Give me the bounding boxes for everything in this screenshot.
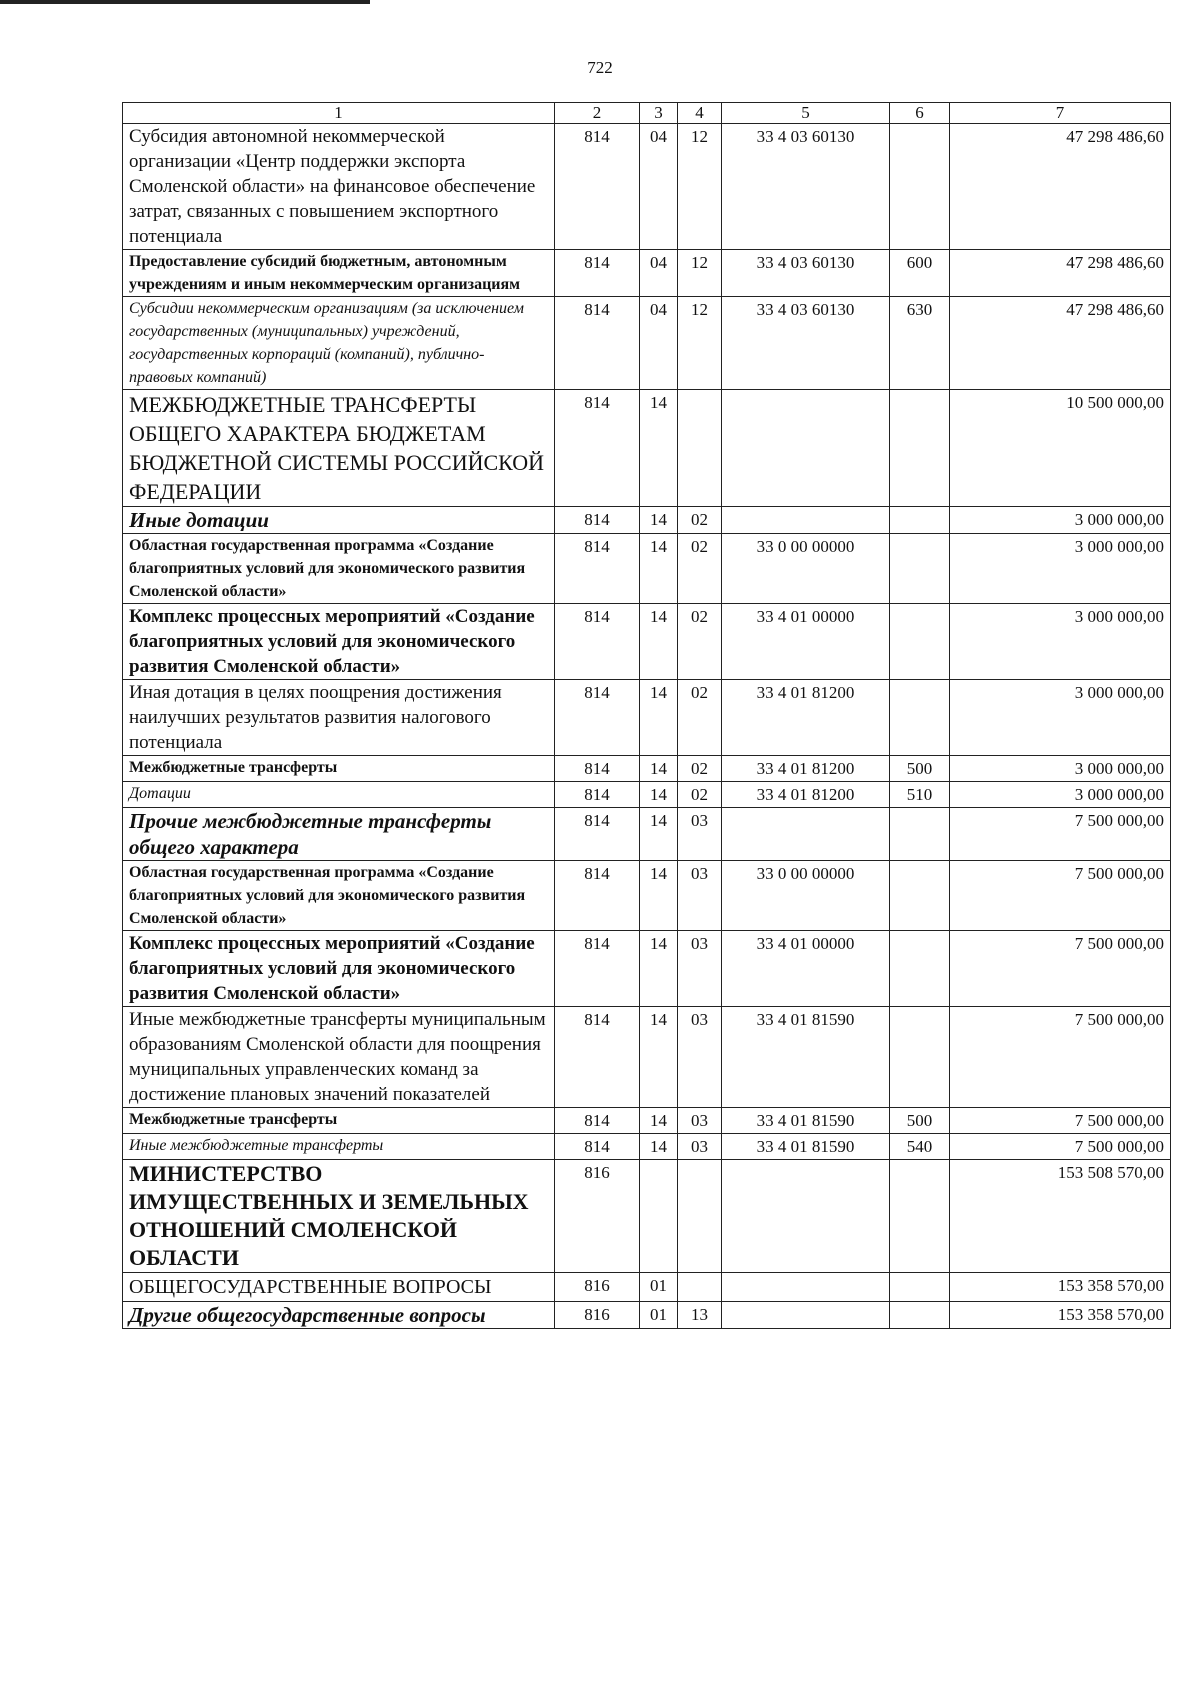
name-cell: Другие общегосударственные вопросы: [123, 1302, 555, 1329]
expense-type-cell: [890, 507, 950, 534]
target-article-cell: 33 4 01 00000: [722, 604, 890, 680]
target-article-cell: [722, 390, 890, 507]
expense-type-cell: 510: [890, 782, 950, 808]
section-code-cell: 14: [640, 604, 678, 680]
table-row: [123, 250, 1171, 297]
target-article-cell: [722, 1273, 890, 1302]
section-code-cell: 14: [640, 756, 678, 782]
subsection-code-cell: 03: [678, 931, 722, 1007]
admin-code-cell: 814: [555, 124, 640, 250]
amount-cell: 3 000 000,00: [950, 604, 1171, 680]
admin-code-cell: 814: [555, 1007, 640, 1108]
expense-type-cell: [890, 931, 950, 1007]
target-article-cell: 33 4 01 81590: [722, 1007, 890, 1108]
section-code-cell: 04: [640, 250, 678, 297]
table-row: [123, 808, 1171, 861]
name-cell: Иные межбюджетные трансферты муниципальным образованиям Смоленской области для поощрения муниципальных управленческих команд за достижение плановых значений показателей: [123, 1007, 555, 1108]
table-row: [123, 680, 1171, 756]
name-cell: Дотации: [123, 782, 555, 808]
amount-cell: 3 000 000,00: [950, 782, 1171, 808]
target-article-cell: 33 4 01 81590: [722, 1134, 890, 1160]
admin-code-cell: 814: [555, 1108, 640, 1134]
header-cell: 5: [722, 103, 890, 124]
admin-code-cell: 814: [555, 756, 640, 782]
subsection-code-cell: 02: [678, 782, 722, 808]
section-code-cell: 04: [640, 124, 678, 250]
name-cell: Субсидия автономной некоммерческой организации «Центр поддержки экспорта Смоленской области» на финансовое обеспечение затрат, связанных с повышением экспортного потенциала: [123, 124, 555, 250]
target-article-cell: [722, 808, 890, 861]
amount-cell: 47 298 486,60: [950, 124, 1171, 250]
name-cell: Областная государственная программа «Создание благоприятных условий для экономического развития Смоленской области»: [123, 534, 555, 604]
table-row: [123, 1134, 1171, 1160]
target-article-cell: 33 0 00 00000: [722, 861, 890, 931]
expense-type-cell: [890, 808, 950, 861]
expense-type-cell: [890, 534, 950, 604]
target-article-cell: 33 4 01 00000: [722, 931, 890, 1007]
expense-type-cell: [890, 1007, 950, 1108]
target-article-cell: 33 4 03 60130: [722, 124, 890, 250]
subsection-code-cell: 12: [678, 297, 722, 390]
target-article-cell: 33 4 01 81200: [722, 680, 890, 756]
section-code-cell: 14: [640, 1108, 678, 1134]
subsection-code-cell: 03: [678, 861, 722, 931]
top-rule: [0, 0, 370, 4]
admin-code-cell: 814: [555, 931, 640, 1007]
table-row: [123, 534, 1171, 604]
name-cell: Прочие межбюджетные трансферты общего характера: [123, 808, 555, 861]
subsection-code-cell: 12: [678, 250, 722, 297]
amount-cell: 47 298 486,60: [950, 250, 1171, 297]
table-row: [123, 861, 1171, 931]
expense-type-cell: 600: [890, 250, 950, 297]
expense-type-cell: [890, 390, 950, 507]
amount-cell: 3 000 000,00: [950, 680, 1171, 756]
name-cell: Иные межбюджетные трансферты: [123, 1134, 555, 1160]
admin-code-cell: 814: [555, 534, 640, 604]
section-code-cell: 14: [640, 782, 678, 808]
target-article-cell: 33 4 01 81590: [722, 1108, 890, 1134]
admin-code-cell: 814: [555, 1134, 640, 1160]
amount-cell: 153 358 570,00: [950, 1273, 1171, 1302]
name-cell: Иная дотация в целях поощрения достижения наилучших результатов развития налогового потенциала: [123, 680, 555, 756]
name-cell: Комплекс процессных мероприятий «Создание благоприятных условий для экономического развития Смоленской области»: [123, 604, 555, 680]
table-row: [123, 1302, 1171, 1329]
name-cell: Иные дотации: [123, 507, 555, 534]
subsection-code-cell: 03: [678, 1108, 722, 1134]
target-article-cell: [722, 1160, 890, 1273]
amount-cell: 153 508 570,00: [950, 1160, 1171, 1273]
table-row: [123, 756, 1171, 782]
admin-code-cell: 816: [555, 1273, 640, 1302]
subsection-code-cell: 02: [678, 534, 722, 604]
table-row: [123, 782, 1171, 808]
admin-code-cell: 816: [555, 1302, 640, 1329]
subsection-code-cell: 03: [678, 1134, 722, 1160]
section-code-cell: 01: [640, 1273, 678, 1302]
name-cell: МЕЖБЮДЖЕТНЫЕ ТРАНСФЕРТЫ ОБЩЕГО ХАРАКТЕРА БЮДЖЕТАМ БЮДЖЕТНОЙ СИСТЕМЫ РОССИЙСКОЙ ФЕДЕРАЦИИ: [123, 390, 555, 507]
expense-type-cell: 500: [890, 756, 950, 782]
target-article-cell: [722, 1302, 890, 1329]
admin-code-cell: 814: [555, 507, 640, 534]
amount-cell: 7 500 000,00: [950, 1007, 1171, 1108]
subsection-code-cell: [678, 1273, 722, 1302]
admin-code-cell: 814: [555, 680, 640, 756]
amount-cell: 7 500 000,00: [950, 1134, 1171, 1160]
section-code-cell: 14: [640, 507, 678, 534]
name-cell: Межбюджетные трансферты: [123, 756, 555, 782]
page-number: 722: [587, 58, 613, 77]
amount-cell: 3 000 000,00: [950, 507, 1171, 534]
table-row: [123, 1108, 1171, 1134]
expense-type-cell: 630: [890, 297, 950, 390]
target-article-cell: 33 4 01 81200: [722, 756, 890, 782]
subsection-code-cell: 02: [678, 604, 722, 680]
table-row: [123, 1273, 1171, 1302]
expense-type-cell: 540: [890, 1134, 950, 1160]
expense-type-cell: [890, 124, 950, 250]
amount-cell: 7 500 000,00: [950, 931, 1171, 1007]
name-cell: Субсидии некоммерческим организациям (за исключением государственных (муниципальных) учреждений, государственных корпораций (компаний), публично-правовых компаний): [123, 297, 555, 390]
name-cell: Комплекс процессных мероприятий «Создание благоприятных условий для экономического развития Смоленской области»: [123, 931, 555, 1007]
section-code-cell: 14: [640, 1007, 678, 1108]
admin-code-cell: 814: [555, 782, 640, 808]
admin-code-cell: 814: [555, 808, 640, 861]
header-cell: 2: [555, 103, 640, 124]
table-row: [123, 1160, 1171, 1273]
section-code-cell: 14: [640, 808, 678, 861]
table-body: [123, 103, 1171, 1329]
header-cell: 6: [890, 103, 950, 124]
admin-code-cell: 816: [555, 1160, 640, 1273]
name-cell: МИНИСТЕРСТВО ИМУЩЕСТВЕННЫХ И ЗЕМЕЛЬНЫХ ОТНОШЕНИЙ СМОЛЕНСКОЙ ОБЛАСТИ: [123, 1160, 555, 1273]
target-article-cell: 33 4 03 60130: [722, 250, 890, 297]
name-cell: Областная государственная программа «Создание благоприятных условий для экономического развития Смоленской области»: [123, 861, 555, 931]
subsection-code-cell: 02: [678, 756, 722, 782]
admin-code-cell: 814: [555, 604, 640, 680]
amount-cell: 153 358 570,00: [950, 1302, 1171, 1329]
amount-cell: 7 500 000,00: [950, 861, 1171, 931]
section-code-cell: [640, 1160, 678, 1273]
target-article-cell: [722, 507, 890, 534]
budget-table: [122, 102, 1171, 1329]
section-code-cell: 14: [640, 861, 678, 931]
table-row: [123, 124, 1171, 250]
expense-type-cell: [890, 1273, 950, 1302]
admin-code-cell: 814: [555, 297, 640, 390]
subsection-code-cell: 13: [678, 1302, 722, 1329]
header-cell: 7: [950, 103, 1171, 124]
expense-type-cell: [890, 680, 950, 756]
subsection-code-cell: 02: [678, 507, 722, 534]
admin-code-cell: 814: [555, 861, 640, 931]
header-row: [123, 103, 1171, 124]
section-code-cell: 14: [640, 931, 678, 1007]
subsection-code-cell: [678, 1160, 722, 1273]
subsection-code-cell: 02: [678, 680, 722, 756]
subsection-code-cell: 12: [678, 124, 722, 250]
table-row: [123, 507, 1171, 534]
name-cell: ОБЩЕГОСУДАРСТВЕННЫЕ ВОПРОСЫ: [123, 1273, 555, 1302]
table-row: [123, 931, 1171, 1007]
subsection-code-cell: [678, 390, 722, 507]
amount-cell: 47 298 486,60: [950, 297, 1171, 390]
amount-cell: 10 500 000,00: [950, 390, 1171, 507]
amount-cell: 3 000 000,00: [950, 534, 1171, 604]
subsection-code-cell: 03: [678, 808, 722, 861]
target-article-cell: 33 0 00 00000: [722, 534, 890, 604]
header-cell: 1: [123, 103, 555, 124]
table-row: [123, 390, 1171, 507]
section-code-cell: 14: [640, 1134, 678, 1160]
target-article-cell: 33 4 03 60130: [722, 297, 890, 390]
expense-type-cell: 500: [890, 1108, 950, 1134]
expense-type-cell: [890, 1160, 950, 1273]
expense-type-cell: [890, 861, 950, 931]
name-cell: Межбюджетные трансферты: [123, 1108, 555, 1134]
admin-code-cell: 814: [555, 390, 640, 507]
target-article-cell: 33 4 01 81200: [722, 782, 890, 808]
amount-cell: 3 000 000,00: [950, 756, 1171, 782]
section-code-cell: 14: [640, 390, 678, 507]
header-cell: 4: [678, 103, 722, 124]
table-row: [123, 1007, 1171, 1108]
section-code-cell: 04: [640, 297, 678, 390]
section-code-cell: 01: [640, 1302, 678, 1329]
table-row: [123, 604, 1171, 680]
table-row: [123, 297, 1171, 390]
expense-type-cell: [890, 604, 950, 680]
name-cell: Предоставление субсидий бюджетным, автономным учреждениям и иным некоммерческим организациям: [123, 250, 555, 297]
admin-code-cell: 814: [555, 250, 640, 297]
subsection-code-cell: 03: [678, 1007, 722, 1108]
section-code-cell: 14: [640, 680, 678, 756]
amount-cell: 7 500 000,00: [950, 808, 1171, 861]
header-cell: 3: [640, 103, 678, 124]
section-code-cell: 14: [640, 534, 678, 604]
amount-cell: 7 500 000,00: [950, 1108, 1171, 1134]
expense-type-cell: [890, 1302, 950, 1329]
